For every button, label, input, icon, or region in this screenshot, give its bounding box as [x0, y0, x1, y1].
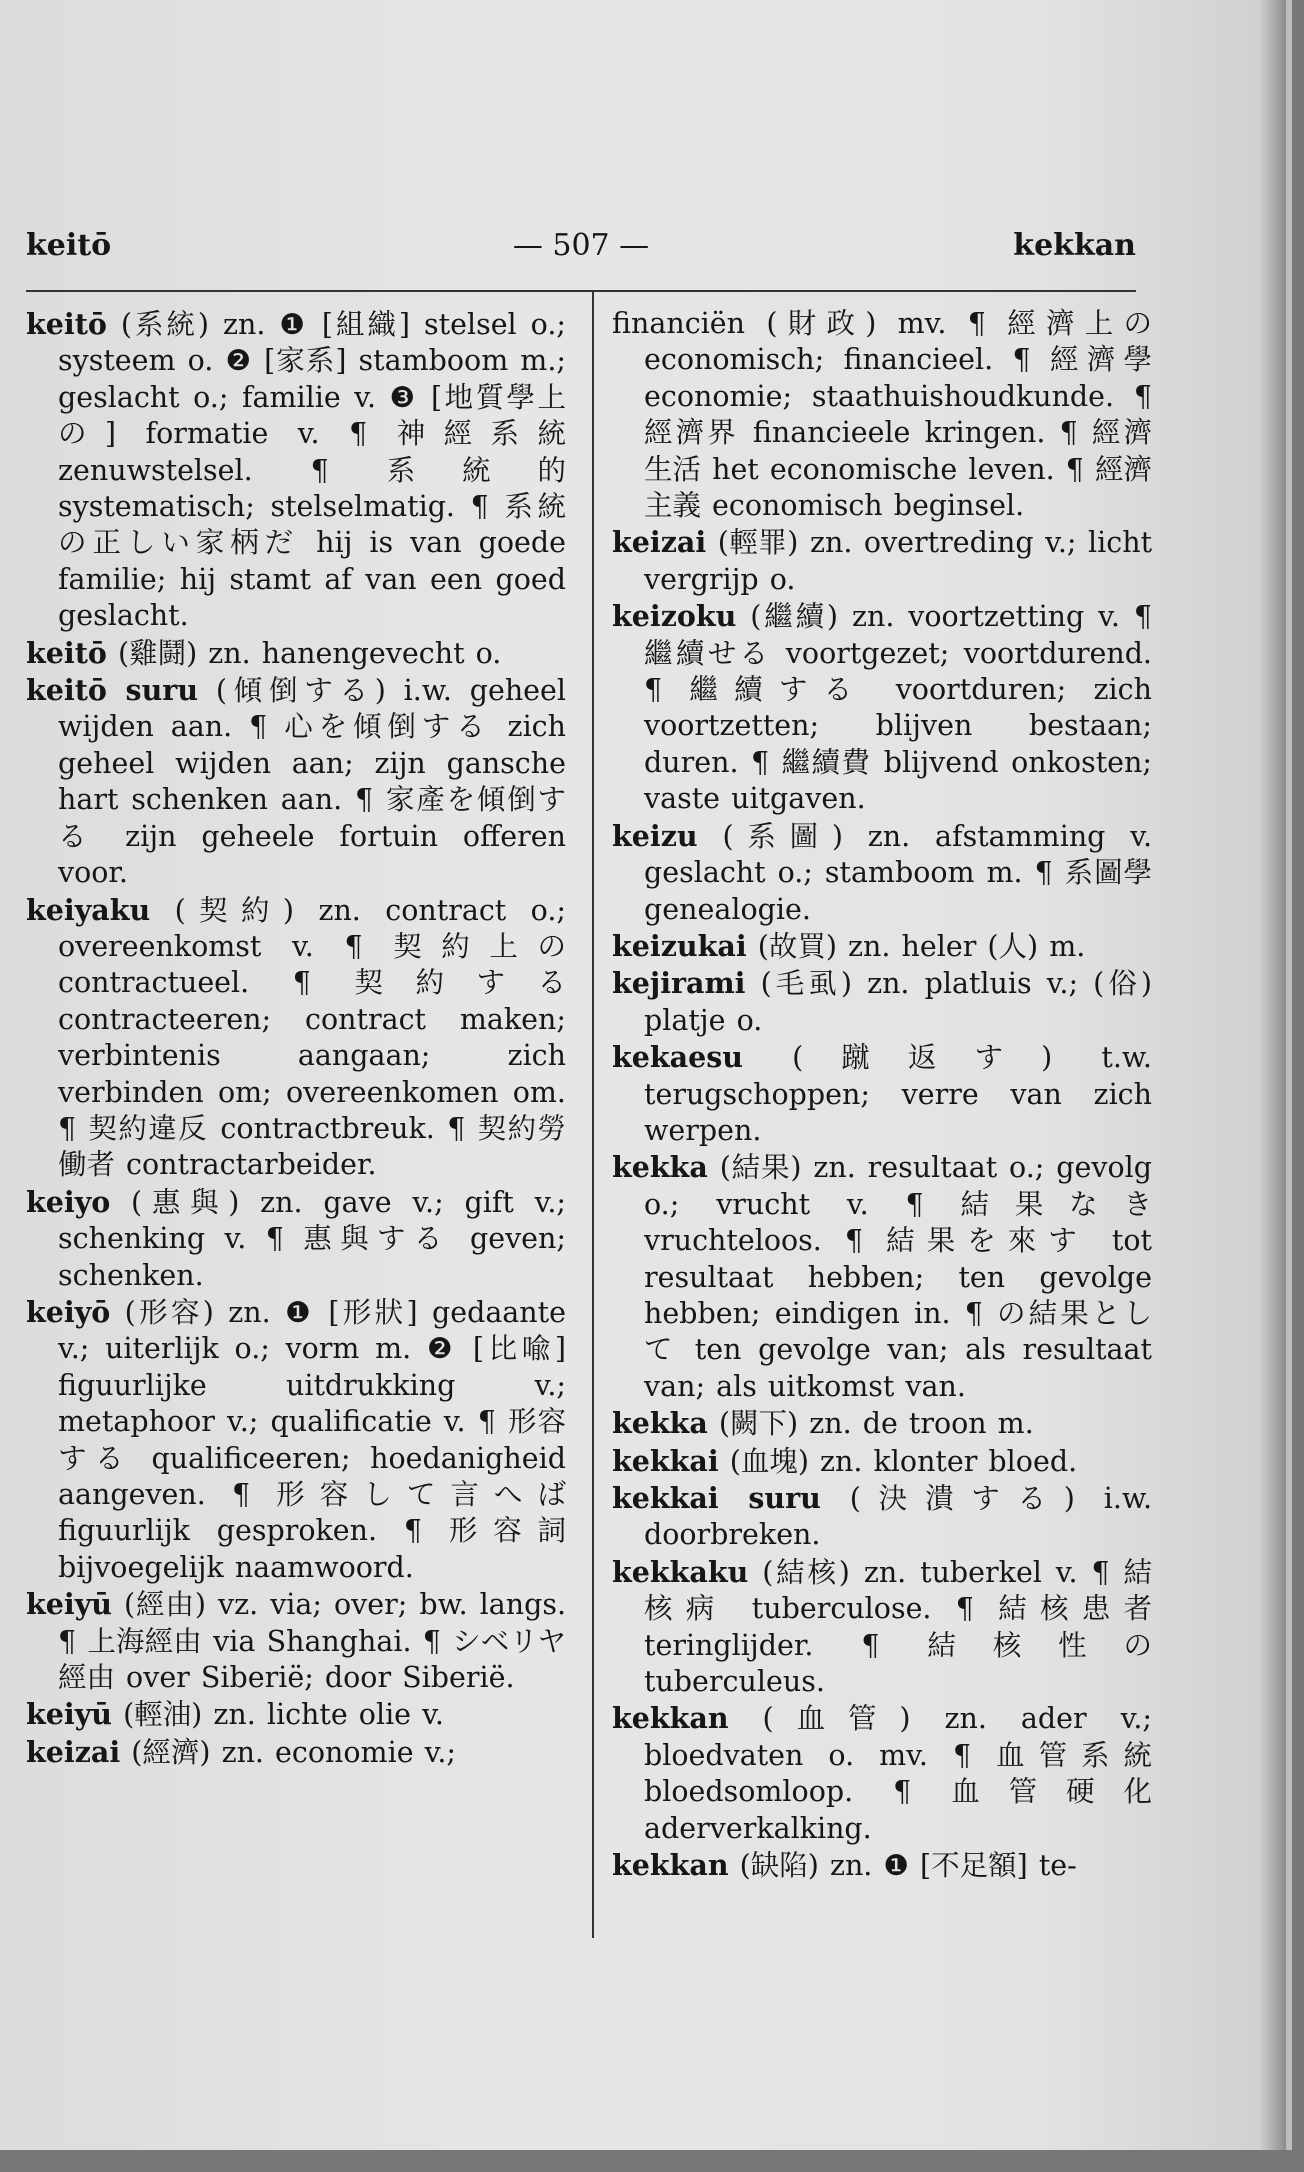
- dictionary-entry: [26, 1184, 566, 1294]
- entry-kanji: (雞鬪): [117, 636, 198, 670]
- dictionary-entry: [612, 1554, 1152, 1701]
- entry-headword: kekkan: [612, 1848, 729, 1883]
- entry-headword: keitō suru: [26, 673, 199, 708]
- entry-definition: financiën (財政) mv. ¶ 經濟上の economisch; financieel. ¶ 經濟學 economie; staathuishoudkunde. ¶ 經濟界 financieele kringen. ¶ 經濟生活 het economische leven. ¶ 經濟主義 economisch beginsel.: [612, 307, 1152, 523]
- entry-definition: zn. ader v.; bloedvaten o. mv. ¶ 血管系統 bloedsomloop. ¶ 血管硬化 aderverkalking.: [644, 1702, 1153, 1845]
- entry-kanji: (惠與): [131, 1185, 240, 1219]
- book-spine-shadow: [1260, 0, 1286, 2150]
- column-divider: [592, 292, 594, 1938]
- page-number: — 507 —: [512, 228, 650, 263]
- dictionary-entry: [26, 1586, 566, 1696]
- dictionary-entry: [612, 1700, 1152, 1847]
- header-last-word: kekkan: [1013, 228, 1136, 263]
- entry-headword: keiyō: [26, 1294, 111, 1329]
- entry-definition: zn. gave v.; gift v.; schenking v. ¶ 惠與する geven; schenken.: [58, 1185, 566, 1292]
- dictionary-entry: [612, 524, 1152, 598]
- entry-definition: zn. de troon m.: [809, 1407, 1034, 1441]
- entry-definition: zn. klonter bloed.: [820, 1444, 1078, 1478]
- entry-headword: keiyū: [26, 1697, 112, 1732]
- entry-kanji: (輕油): [123, 1698, 203, 1732]
- header-first-word: keitō: [26, 228, 112, 263]
- dictionary-entry: [612, 965, 1152, 1039]
- entry-definition: i.w. doorbreken.: [644, 1482, 1153, 1552]
- entry-definition: zn. heler (人) m.: [848, 929, 1086, 963]
- entry-definition: zn. contract o.; overeenkomst v. ¶ 契約上の contractueel. ¶ 契約する contracteeren; contract maken; verbintenis aangaan; zich verbinden om; overeenkomen om. ¶ 契約違反 contractbreuk. ¶ 契約勞働者 contractarbeider.: [58, 893, 567, 1182]
- entry-kanji: (闕下): [718, 1407, 799, 1441]
- entry-definition: zn. afstamming v. geslacht o.; stamboom m. ¶ 系圖學 genealogie.: [644, 819, 1153, 926]
- entry-headword: keizu: [612, 818, 698, 853]
- entry-headword: kekkan: [612, 1701, 729, 1736]
- entry-headword: kekaesu: [612, 1040, 743, 1075]
- entry-definition: t.w. terugschoppen; verre van zich werpen.: [644, 1041, 1152, 1147]
- entry-definition: zn. resultaat o.; gevolg o.; vrucht v. ¶ 結果なき vruchteloos. ¶ 結果を來す tot resultaat hebben; ten gevolge hebben; eindigen in. ¶ の結果として ten gevolge van; als resultaat van; als uitkomst van.: [644, 1151, 1152, 1403]
- entry-headword: kekka: [612, 1150, 708, 1185]
- entry-definition: zn. platluis v.; (俗) platje o.: [644, 967, 1152, 1037]
- entry-definition: zn. ❶ [組織] stelsel o.; systeem o. ❷ [家系] stamboom m.; geslacht o.; familie v. ❸ [地質學上の] formatie v. ¶ 神經系統 zenuwstelsel. ¶ 系統的 systematisch; stelselmatig. ¶ 系統の正しい家柄だ hij is van goede familie; hij stamt af van een goed geslacht.: [58, 308, 566, 633]
- entry-kanji: (故買): [757, 929, 837, 963]
- entry-headword: kekkai: [612, 1443, 719, 1478]
- entry-kanji: (血塊): [729, 1444, 809, 1478]
- left-column: [26, 306, 566, 1771]
- dictionary-entry: [612, 306, 1152, 524]
- dictionary-entry: [612, 1847, 1152, 1884]
- entry-kanji: (經濟): [131, 1735, 211, 1769]
- entry-kanji: (系圖): [722, 819, 843, 853]
- page-header: [26, 228, 1136, 272]
- entry-kanji: (蹴返す): [792, 1041, 1053, 1075]
- entry-headword: keizai: [612, 525, 707, 560]
- entry-kanji: (系統): [120, 308, 209, 341]
- dictionary-entry: [26, 672, 566, 891]
- entry-kanji: (傾倒する): [215, 674, 386, 708]
- dictionary-entry: [612, 1149, 1152, 1405]
- dictionary-entry: [26, 1696, 566, 1733]
- entry-headword: keizukai: [612, 928, 747, 963]
- entry-headword: keizai: [26, 1734, 121, 1769]
- dictionary-entry: [612, 928, 1152, 965]
- dictionary-entry: [612, 1480, 1152, 1554]
- entry-definition: i.w. geheel wijden aan. ¶ 心を傾倒する zich geheel wijden aan; zijn gansche hart schenken aan. ¶ 家產を傾倒する zijn geheele fortuin offeren voor.: [58, 674, 567, 890]
- entry-kanji: (結核): [762, 1555, 850, 1589]
- entry-kanji: (繼續): [750, 600, 839, 634]
- entry-kanji: (結果): [719, 1151, 802, 1185]
- entry-kanji: (形容): [124, 1295, 214, 1329]
- entry-headword: kejirami: [612, 966, 746, 1001]
- entry-headword: keizoku: [612, 599, 737, 634]
- entry-headword: keiyū: [26, 1587, 112, 1622]
- entry-headword: kekka: [612, 1406, 708, 1441]
- entry-definition: zn. economie v.;: [221, 1735, 456, 1769]
- dictionary-entry: [612, 1405, 1152, 1442]
- entry-kanji: (經由): [124, 1588, 207, 1622]
- right-column: [612, 306, 1152, 1884]
- dictionary-entry: [26, 892, 566, 1184]
- dictionary-entry: [26, 1294, 566, 1586]
- entry-headword: keitō: [26, 307, 107, 341]
- entry-kanji: (血管): [762, 1702, 911, 1736]
- entry-headword: keitō: [26, 635, 107, 670]
- dictionary-entry: [612, 598, 1152, 817]
- entry-headword: kekkaku: [612, 1554, 749, 1589]
- entry-headword: keiyaku: [26, 892, 151, 927]
- entry-headword: kekkai suru: [612, 1481, 821, 1515]
- dictionary-entry: [26, 635, 566, 672]
- header-rule: [26, 290, 1136, 292]
- dictionary-entry: [612, 818, 1152, 928]
- entry-kanji: (決潰する): [849, 1482, 1075, 1515]
- entry-kanji: (缺陷): [739, 1849, 819, 1883]
- entry-definition: zn. ❶ [不足額] te-: [829, 1849, 1077, 1883]
- entry-definition: zn. ❶ [形狀] gedaante v.; uiterlijk o.; vorm m. ❷ [比喩] figuurlijke uitdrukking v.; metaphoor v.; qualificatie v. ¶ 形容する qualificeeren; hoedanigheid aangeven. ¶ 形容して言へば figuurlijk gesproken. ¶ 形容詞 bijvoegelijk naamwoord.: [58, 1295, 566, 1584]
- entry-definition: zn. hanengevecht o.: [208, 636, 502, 670]
- entry-kanji: (契約): [174, 893, 294, 927]
- dictionary-entry: [612, 1443, 1152, 1480]
- entry-headword: keiyo: [26, 1184, 111, 1219]
- entry-definition: zn. lichte olie v.: [213, 1698, 444, 1732]
- dictionary-entry: [612, 1039, 1152, 1149]
- entry-definition: zn. tuberkel v. ¶ 結核病 tuberculose. ¶ 結核患者 teringlijder. ¶ 結核性の tuberculeus.: [644, 1555, 1152, 1699]
- dictionary-entry: [26, 306, 566, 635]
- entry-definition: zn. overtreding v.; licht vergrijp o.: [644, 526, 1153, 596]
- dictionary-entry: [26, 1734, 566, 1771]
- entry-definition: vz. via; over; bw. langs. ¶ 上海經由 via Shanghai. ¶ シベリヤ經由 over Siberië; door Siberië.: [58, 1588, 567, 1695]
- entry-kanji: (毛虱): [760, 967, 852, 1001]
- entry-definition: zn. voortzetting v. ¶ 繼續せる voortgezet; voortdurend. ¶ 繼續する voortduren; zich voortzetten; blijven bestaan; duren. ¶ 繼續費 blijvend onkosten; vaste uitgaven.: [644, 600, 1152, 816]
- entry-kanji: (輕罪): [717, 526, 799, 560]
